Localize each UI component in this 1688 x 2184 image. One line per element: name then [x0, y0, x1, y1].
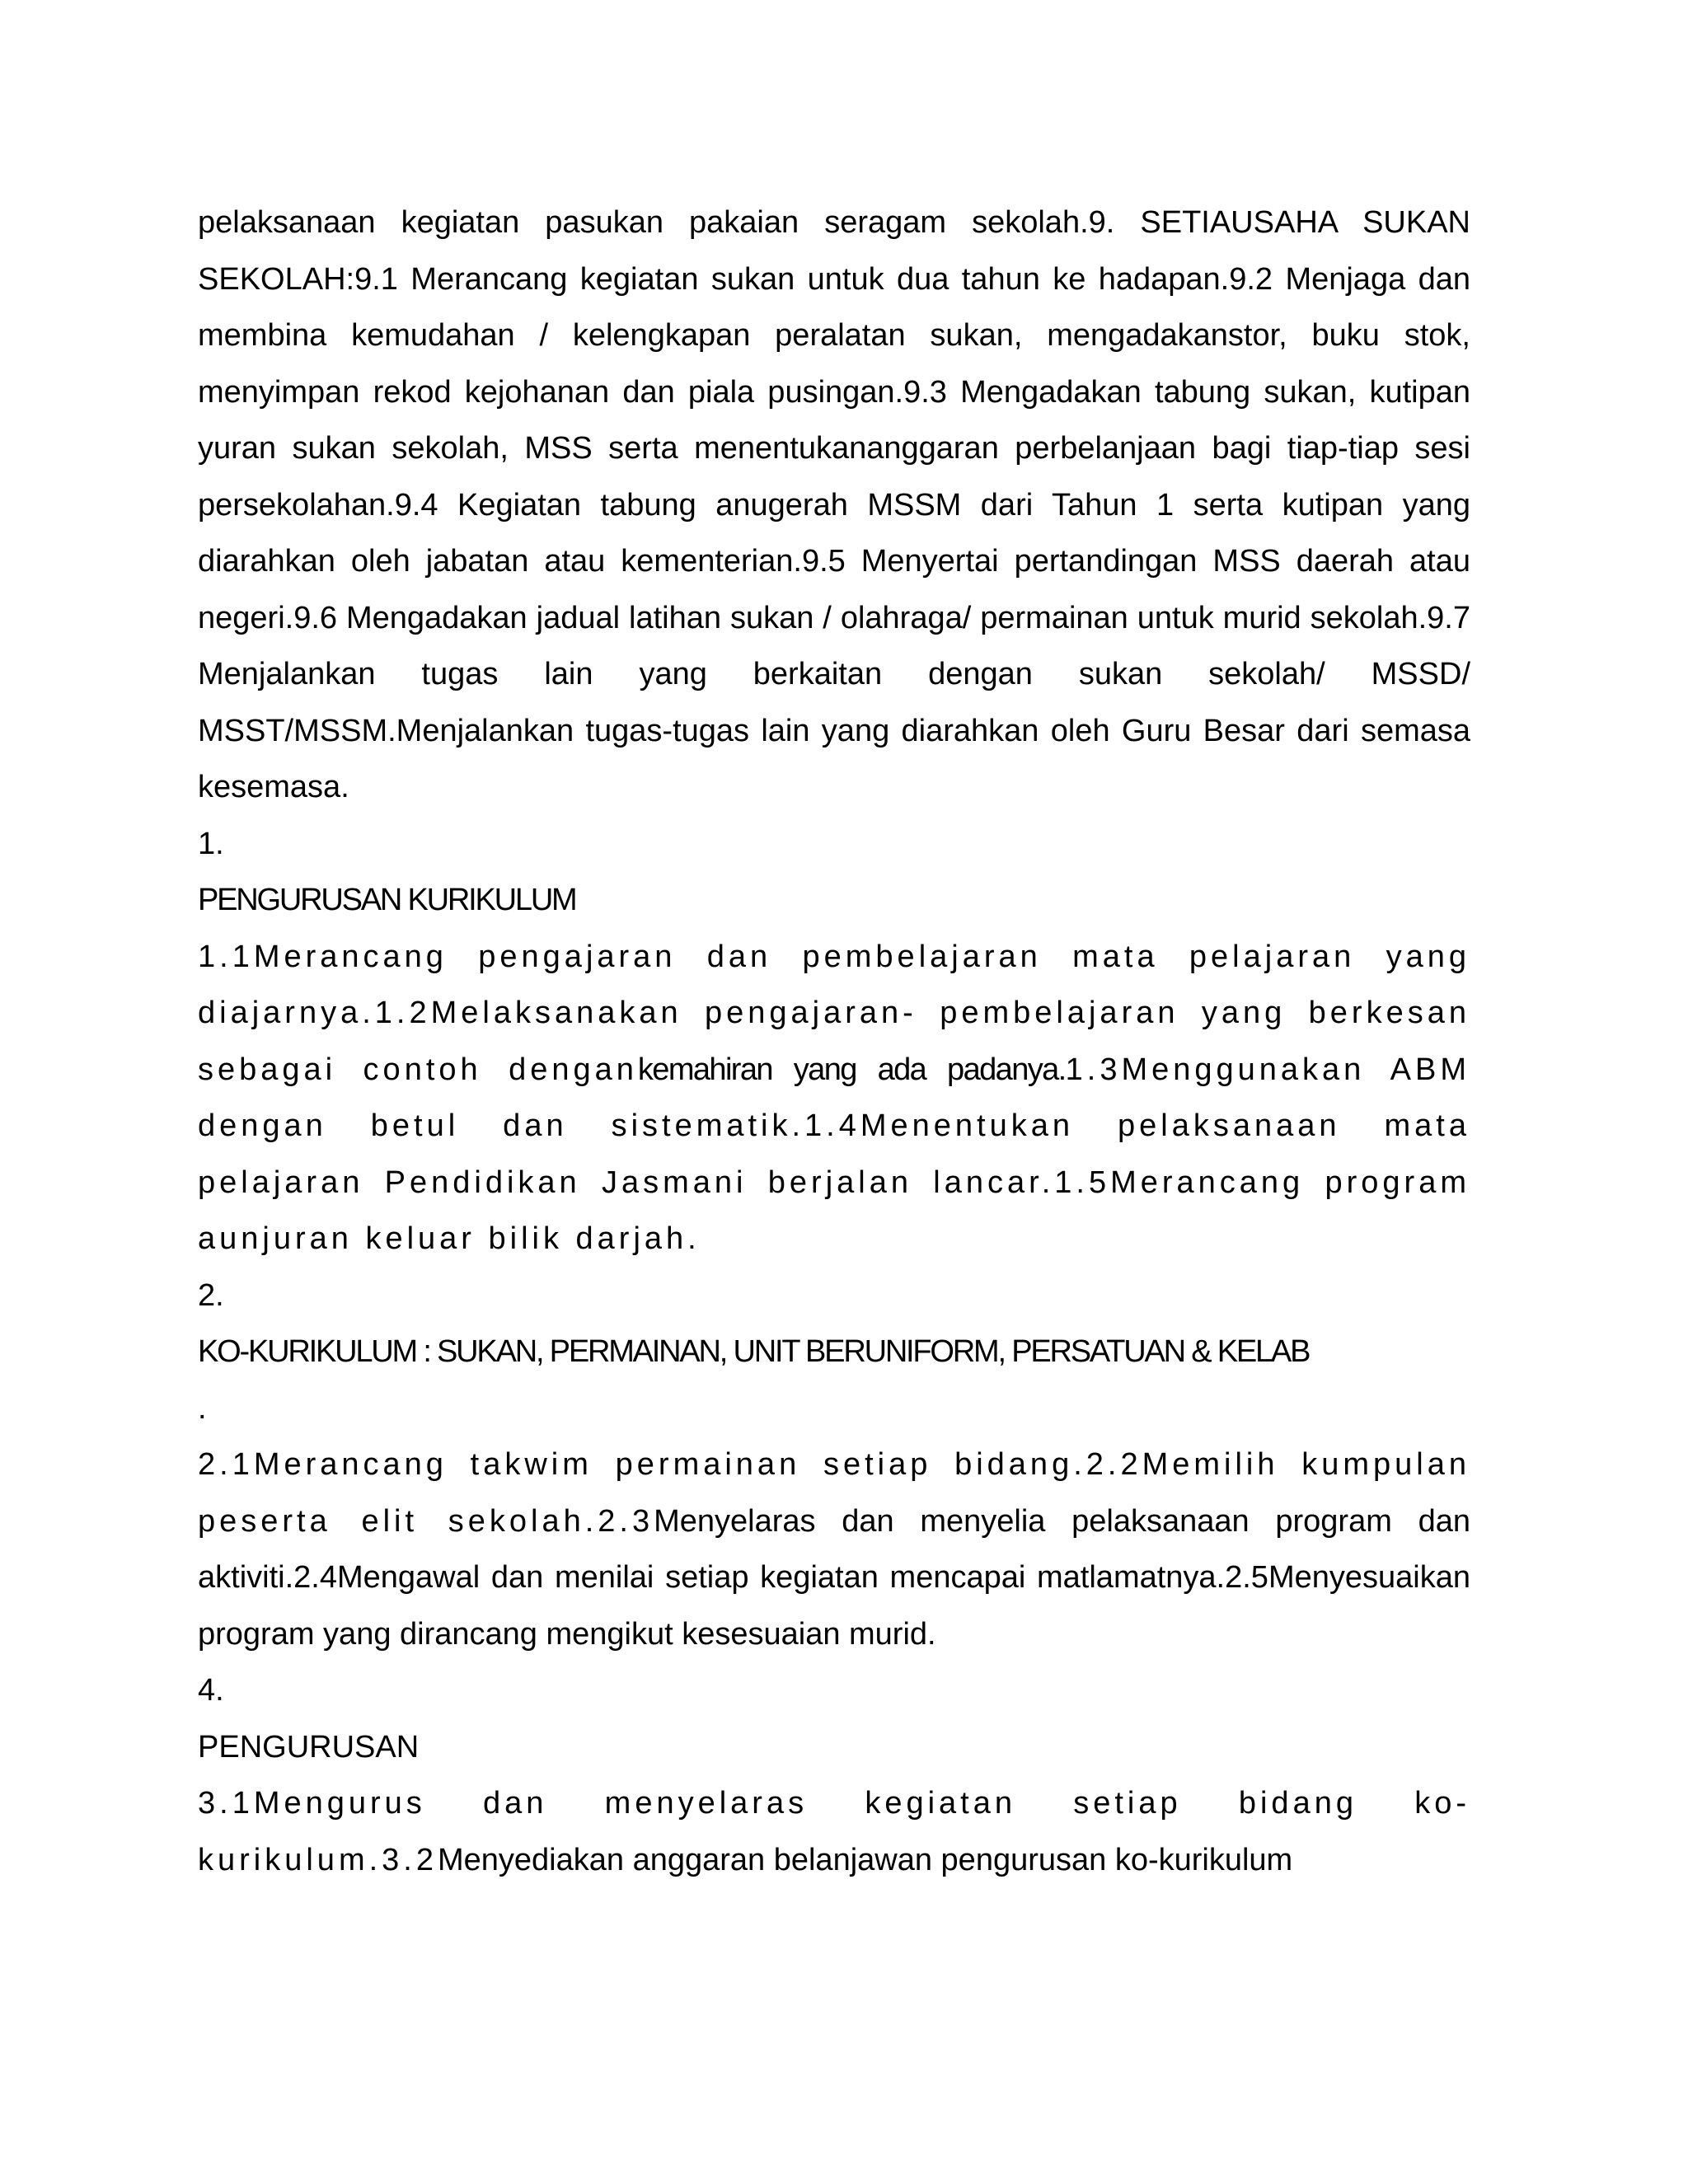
section-2-body-part-b: Menyelaras dan menyelia pelaksanaan program dan aktiviti.2.4Mengawal dan menilai setiap kegiatan mencapai matlamatnya.2.5	[198, 1503, 1470, 1595]
section-3-body-part-a: 3.1Mengurus dan menyelaras kegiatan setiap bidang ko-kurikulum.3.2	[198, 1786, 1470, 1877]
section-1-body-part-a: 1.1Merancang pengajaran dan pembelajaran mata pelajaran yang diajarnya.1.2Melaksanakan pengajaran- pembelajaran yang berkesan sebagai contoh dengan	[198, 939, 1470, 1087]
section-1-body-part-c: 1.3Menggunakan ABM dengan betul dan sistematik.1.4Menentukan pelaksanaan mata pelajaran Pendidikan Jasmani berjalan lancar.1.5Merancang program aunjuran keluar bilik darjah.	[198, 1052, 1471, 1256]
section-1-body-part-b: kemahiran yang ada padanya.	[637, 1052, 1066, 1087]
section-3-body	[198, 1775, 1470, 1888]
section-2-dot: .	[198, 1390, 207, 1426]
section-2-body-part-c: Menyesuaikan program yang dirancang mengikut kesesuaian murid.	[198, 1560, 1470, 1652]
section-1-heading: PENGURUSAN KURIKULUM	[198, 883, 576, 917]
section-2-body	[198, 1436, 1470, 1662]
section-1-body	[198, 929, 1470, 1268]
section-1-number: 1.	[198, 826, 224, 861]
document-page	[198, 194, 1470, 1888]
section-3-heading: PENGURUSAN	[198, 1729, 420, 1765]
section-2-body-part-a: 2.1Merancang takwim permainan setiap bidang.2.2Memilih kumpulan peserta elit sekolah.2.3	[198, 1447, 1470, 1539]
section-2-number: 2.	[198, 1277, 224, 1313]
section-3-body-part-b: Menyediakan anggaran belanjawan pengurusan ko-kurikulum	[437, 1842, 1293, 1877]
section-3-number: 4.	[198, 1673, 224, 1708]
intro-paragraph: pelaksanaan kegiatan pasukan pakaian seragam sekolah.9. SETIAUSAHA SUKAN SEKOLAH:9.1 Merancang kegiatan sukan untuk dua tahun ke hadapan.9.2 Menjaga dan membina kemudahan / kelengkapan peralatan sukan, mengadakanstor, buku stok, menyimpan rekod kejohanan dan piala pusingan.9.3 Mengadakan tabung sukan, kutipan yuran sukan sekolah, MSS serta menentukananggaran perbelanjaan bagi tiap-tiap sesi persekolahan.9.4 Kegiatan tabung anugerah MSSM dari Tahun 1 serta kutipan yang diarahkan oleh jabatan atau kementerian.9.5 Menyertai pertandingan MSS daerah atau negeri.9.6 Mengadakan jadual latihan sukan / olahraga/ permainan untuk murid sekolah.9.7 Menjalankan tugas lain yang berkaitan dengan sukan sekolah/ MSSD/ MSST/MSSM.Menjalankan tugas-tugas lain yang diarahkan oleh Guru Besar dari semasa kesemasa.	[198, 205, 1470, 804]
section-2-heading: KO-KURIKULUM : SUKAN, PERMAINAN, UNIT BERUNIFORM, PERSATUAN & KELAB	[198, 1334, 1310, 1369]
